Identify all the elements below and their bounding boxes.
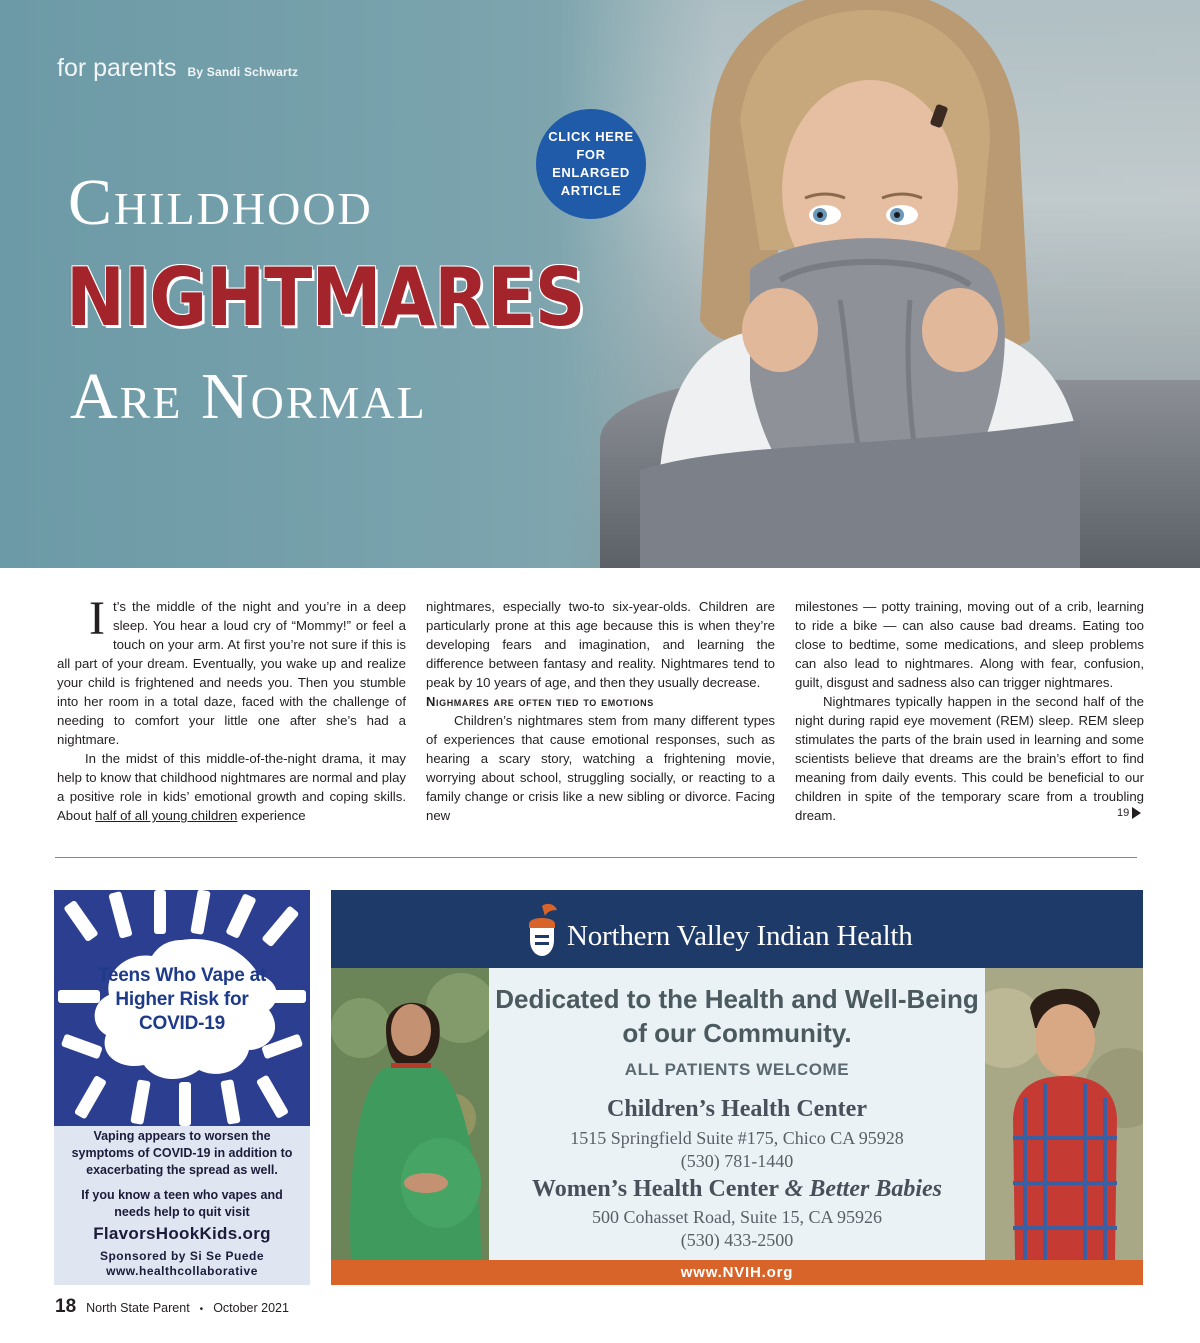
continued-page-number: 19 — [1117, 807, 1130, 819]
drop-cap: I — [89, 592, 105, 645]
vape-ad[interactable] — [54, 890, 310, 1285]
womens-center-suffix: & Better Babies — [784, 1176, 942, 1202]
nvih-ad[interactable] — [331, 890, 1143, 1285]
childrens-center-address: 1515 Springfield Suite #175, Chico CA 95928 — [570, 1128, 904, 1148]
article-paragraph — [57, 592, 406, 749]
vape-ad-sponsor-site[interactable]: www.healthcollaborative — [106, 1264, 258, 1278]
vape-ad-title: Teens Who Vape at Higher Risk for COVID-19 — [97, 965, 267, 1034]
vape-ad-text: If you know a teen who vapes and needs help to quit visit — [81, 1188, 283, 1219]
page-folio — [55, 1296, 289, 1318]
vape-ad-sponsor: Sponsored by Si Se Puede — [99, 1249, 265, 1263]
headline-line-3: Are Normal — [70, 360, 427, 433]
childrens-center-title: Children’s Health Center — [607, 1096, 867, 1122]
headline-line-1: Childhood — [68, 166, 373, 239]
womens-center-name: Women’s Health Center — [532, 1176, 779, 1202]
section-label: for parents — [57, 54, 177, 82]
vape-ad-website[interactable]: FlavorsHookKids.org — [93, 1224, 271, 1243]
article-column-1 — [57, 592, 406, 825]
article-paragraph — [57, 749, 406, 825]
nvih-website[interactable]: www.NVIH.org — [331, 1260, 1143, 1285]
hero-banner — [0, 0, 1200, 568]
pregnant-woman-photo — [331, 968, 489, 1260]
publication-name: North State Parent — [86, 1301, 190, 1315]
vape-ad-text: Vaping appears to worsen the symptoms of COVID-19 in addition to exacerbating the spread as well. — [71, 1129, 293, 1177]
nvih-header — [331, 890, 1143, 968]
nvih-org-name: Northern Valley Indian Health — [567, 920, 913, 952]
nvih-tagline: Dedicated to the Health and Well-Being of our Community. — [495, 984, 979, 1048]
study-link[interactable]: half of all young children — [95, 808, 238, 823]
headline-line-2: NIGHTMARES — [66, 251, 585, 344]
paragraph-text: Nightmares typically happen in the second half of the night during rapid eye movement (REM) sleep. REM sleep stimulates the parts of the brain used in learning and some scientists believe that dreams are the brain’s effort to find meaning from daily events. This could be beneficial to our children in spite of the temporary scare from a troubling dream. — [795, 694, 1144, 823]
paragraph-text: In the midst of this middle-of-the-night drama, it may help to know that childhood nightmares are normal and play a positive role in kids’ emotional growth and coping skills. About — [57, 751, 406, 823]
section-divider — [55, 857, 1137, 858]
folio-separator: • — [199, 1304, 204, 1315]
childrens-center-phone[interactable]: (530) 781-1440 — [680, 1151, 794, 1171]
acorn-logo-icon — [523, 902, 561, 958]
article-column-3 — [795, 597, 1144, 825]
section-kicker — [57, 54, 298, 83]
frightened-girl-photo — [640, 0, 1080, 568]
continued-on-page[interactable] — [1117, 807, 1141, 819]
paragraph-text: t’s the middle of the night and you’re in a deep sleep. You hear a loud cry of “Mommy!” or feel a touch on your arm. At first you’re not sure if this is all part of your dream. Eventually, you wake up and realize your child is frightened and needs you. Then you stumble into her room in a total daze, faced with the challenge of needing to comfort your little one after she’s had a nightmare. — [57, 599, 406, 747]
badge-text: CLICK HERE FOR ENLARGED ARTICLE — [548, 129, 634, 198]
issue-date: October 2021 — [213, 1301, 289, 1315]
paragraph-text: Children’s nightmares stem from many different types of experiences that cause emotional responses, such as hearing a scary story, watching a frightening movie, worrying about school, struggling socially, or reacting to a family change or crisis like a new sibling or divorce. Facing new — [426, 713, 775, 823]
vape-ad-body — [62, 1126, 302, 1279]
paragraph-text: nightmares, especially two-to six-year-olds. Children are particularly prone at this age because this is when they’re developing fears and imagination, and learning the difference between fantasy and reality. Nightmares tend to peak by 10 years of age, and then they usually decrease. — [426, 599, 775, 690]
paragraph-text: experience — [237, 808, 306, 823]
womens-center-address: 500 Cohasset Road, Suite 15, CA 95926 — [591, 1207, 882, 1227]
page-number: 18 — [55, 1296, 77, 1317]
nvih-content — [489, 968, 985, 1260]
smiling-boy-photo — [985, 968, 1143, 1260]
womens-center-title — [489, 1176, 985, 1203]
article-column-2 — [426, 597, 775, 825]
womens-center-phone[interactable]: (530) 433-2500 — [680, 1230, 794, 1250]
byline: By Sandi Schwartz — [187, 65, 299, 79]
paragraph-text: milestones — potty training, moving out of a crib, learning to ride a bike — can also cause bad dreams. Eating too close to bedtime, some medications, and sleep problems can also lead to nightmares. Along with fear, confusion, guilt, disgust and sadness also can trigger nightmares. — [795, 599, 1144, 690]
article-subhead: Nighmares are often tied to emotions — [426, 694, 654, 709]
enlarged-article-badge[interactable] — [536, 109, 646, 219]
continue-arrow-icon — [1132, 807, 1141, 819]
nvih-welcome: ALL PATIENTS WELCOME — [624, 1060, 850, 1079]
